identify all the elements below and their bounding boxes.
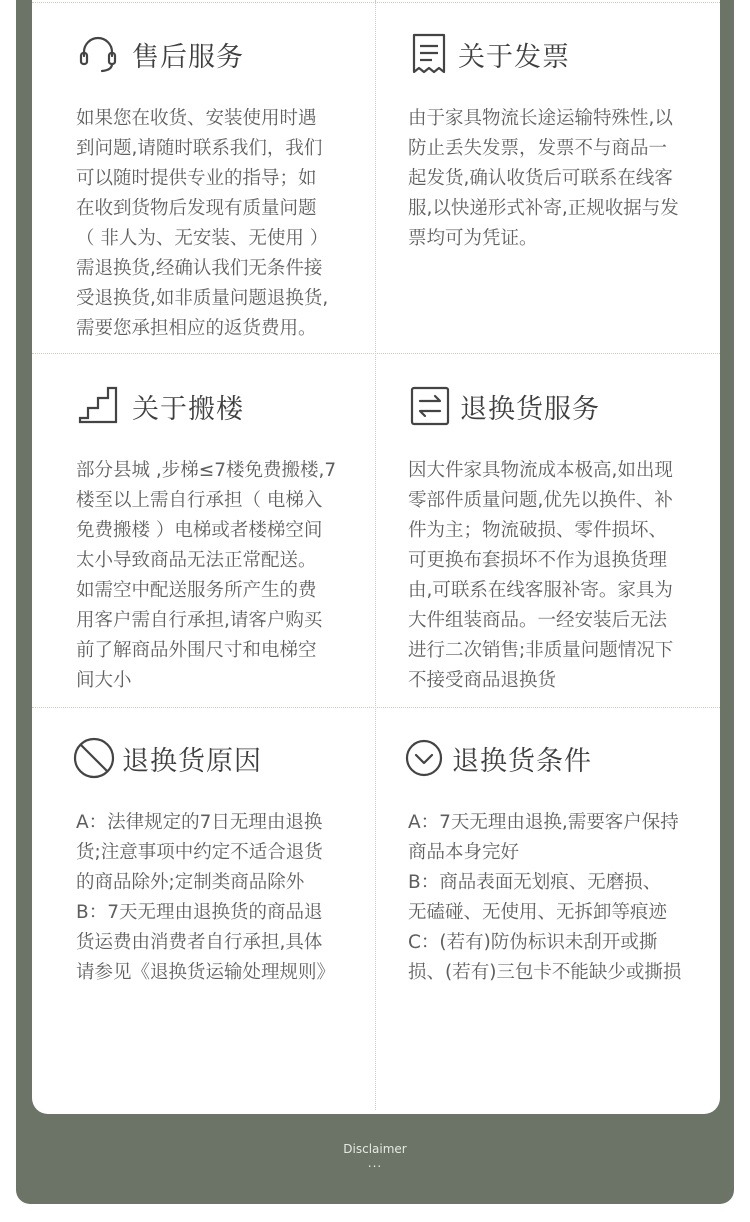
text-line: 间大小 (76, 670, 132, 691)
text-line: 可更换布套损坏不作为退换货理 (408, 550, 668, 571)
section-title: 售后服务 (132, 41, 244, 73)
text-line: 到问题,请随时联系我们，我们 (76, 138, 323, 159)
text-line: 受退换货,如非质量问题退换货, (76, 288, 329, 309)
text-line: A：法律规定的7日无理由退换 (76, 812, 323, 833)
text-line: 不接受商品退换货 (408, 670, 557, 691)
headset-icon (76, 32, 120, 76)
check-circle-icon (402, 736, 446, 780)
section-body (402, 808, 702, 988)
text-line: 需要您承担相应的返货费用。 (76, 318, 317, 339)
text-line: 如需空中配送服务所产生的费 (76, 580, 317, 601)
section-title: 关于搬楼 (132, 393, 244, 425)
prohibited-icon (72, 736, 116, 780)
text-line: 防止丢失发票，发票不与商品一 (408, 138, 668, 159)
stairs-icon (76, 384, 120, 428)
disclaimer-label: Disclaimer (343, 1142, 407, 1156)
text-line: 在收到货物后发现有质量问题 (76, 198, 317, 219)
section-body (76, 104, 376, 344)
text-line: 进行二次销售;非质量问题情况下 (408, 640, 674, 661)
text-line: 零部件质量问题,优先以换件、补 (408, 490, 673, 511)
text-line: 需退换货,经确认我们无条件接 (76, 258, 323, 279)
section-title: 退换货原因 (122, 745, 262, 777)
text-line: B：7天无理由退换货的商品退 (76, 902, 323, 923)
text-line: 的商品除外;定制类商品除外 (76, 872, 305, 893)
text-line: 大件组装商品。一经安装后无法 (408, 610, 668, 631)
text-line: 商品本身完好 (408, 842, 520, 863)
section-body (72, 808, 372, 988)
text-line: 票均可为凭证。 (408, 228, 538, 249)
text-line: 如果您在收货、安装使用时遇 (76, 108, 317, 129)
section-after-sales (76, 32, 376, 344)
text-line: 请参见《退换货运输处理规则》 (76, 962, 336, 983)
row-divider-1 (32, 353, 720, 354)
text-line: 前了解商品外围尺寸和电梯空 (76, 640, 317, 661)
more-ellipsis[interactable]: ... (367, 1156, 383, 1170)
text-line: 由于家具物流长途运输特殊性,以 (408, 108, 673, 129)
text-line: 件为主；物流破损、零件损坏、 (408, 520, 668, 541)
section-title: 退换货条件 (452, 745, 592, 777)
text-line: 服,以快递形式补寄,正规收据与发 (408, 198, 679, 219)
text-line: A：7天无理由退换,需要客户保持 (408, 812, 679, 833)
text-line: （ 非人为、无安装、无使用 ） (76, 228, 329, 249)
text-line: 损、(若有)三包卡不能缺少或撕损 (408, 962, 682, 983)
section-return-reason (72, 736, 372, 988)
text-line: 起发货,确认收货后可联系在线客 (408, 168, 673, 189)
text-line: C：(若有)防伪标识未刮开或撕 (408, 932, 658, 953)
receipt-icon (408, 32, 452, 76)
section-return-conditions (402, 736, 702, 988)
exchange-icon (408, 384, 452, 428)
text-line: 楼至以上需自行承担（ 电梯入 (76, 490, 323, 511)
section-return-service (408, 384, 708, 696)
section-title: 退换货服务 (460, 393, 600, 425)
section-body (76, 456, 376, 696)
section-title: 关于发票 (458, 41, 570, 73)
text-line: 可以随时提供专业的指导；如 (76, 168, 317, 189)
text-line: 货;注意事项中约定不适合退货 (76, 842, 323, 863)
text-line: 部分县城 ,步梯≤7楼免费搬楼,7 (76, 460, 337, 481)
text-line: 因大件家具物流成本极高,如出现 (408, 460, 673, 481)
section-invoice (408, 32, 708, 254)
section-body (408, 104, 708, 254)
top-divider (32, 2, 720, 3)
row-divider-2 (32, 707, 720, 708)
text-line: 由,可联系在线客服补寄。家具为 (408, 580, 673, 601)
text-line: 太小导致商品无法正常配送。 (76, 550, 317, 571)
text-line: 货运费由消费者自行承担,具体 (76, 932, 323, 953)
text-line: 用客户需自行承担,请客户购买 (76, 610, 323, 631)
section-stairs (76, 384, 376, 696)
text-line: B：商品表面无划痕、无磨损、 (408, 872, 662, 893)
text-line: 无磕碰、无使用、无拆卸等痕迹 (408, 902, 668, 923)
text-line: 免费搬楼 ）电梯或者楼梯空间 (76, 520, 323, 541)
section-body (408, 456, 708, 696)
